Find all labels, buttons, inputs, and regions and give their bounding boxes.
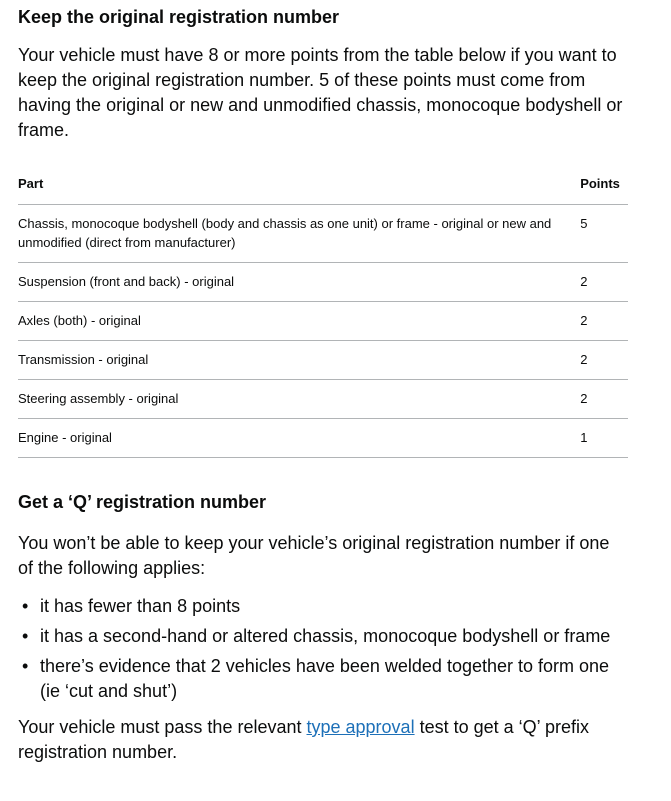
type-approval-text-before: Your vehicle must pass the relevant	[18, 717, 307, 737]
points-column-header: Points	[580, 169, 628, 205]
part-cell: Axles (both) - original	[18, 302, 580, 341]
part-cell: Transmission - original	[18, 341, 580, 380]
points-cell: 2	[580, 341, 628, 380]
list-item-text: there’s evidence that 2 vehicles have been welded together to form one (ie ‘cut and shut’)	[40, 656, 610, 701]
type-approval-link[interactable]: type approval	[306, 717, 415, 737]
part-cell: Chassis, monocoque bodyshell (body and chassis as one unit) or frame - original or new and unmodified (direct from manufacturer)	[18, 205, 580, 263]
type-approval-text-after: test to get a ‘Q’ prefix registration number.	[18, 717, 589, 762]
table-row	[18, 263, 628, 302]
points-cell: 1	[580, 419, 628, 458]
part-cell: Suspension (front and back) - original	[18, 263, 580, 302]
part-cell: Engine - original	[18, 419, 580, 458]
q-conditions-list	[18, 594, 628, 704]
table-row	[18, 302, 628, 341]
points-cell: 5	[580, 205, 628, 263]
keep-registration-intro: Your vehicle must have 8 or more points from the table below if you want to keep the original registration number. 5 of these points must come from having the original or new and unmodified chassis, monocoque bodyshell or frame.	[18, 45, 623, 140]
keep-registration-heading: Keep the original registration number	[18, 7, 340, 27]
table-row	[18, 419, 628, 458]
list-item	[18, 654, 628, 704]
list-item	[18, 624, 628, 649]
part-cell: Steering assembly - original	[18, 380, 580, 419]
points-cell: 2	[580, 263, 628, 302]
bullet-icon: •	[22, 596, 29, 616]
table-header-row	[18, 169, 628, 205]
bullet-icon: •	[22, 626, 29, 646]
list-item-text: it has a second-hand or altered chassis, monocoque bodyshell or frame	[40, 626, 611, 646]
list-item-text: it has fewer than 8 points	[40, 596, 241, 616]
table-row	[18, 341, 628, 380]
list-item	[18, 594, 628, 619]
points-table	[18, 169, 628, 458]
bullet-icon: •	[22, 656, 29, 676]
table-row	[18, 380, 628, 419]
type-approval-paragraph	[18, 715, 628, 765]
part-column-header: Part	[18, 169, 580, 205]
table-row	[18, 205, 628, 263]
points-cell: 2	[580, 380, 628, 419]
q-registration-intro: You won’t be able to keep your vehicle’s original registration number if one of the following applies:	[18, 533, 610, 578]
points-cell: 2	[580, 302, 628, 341]
q-registration-heading: Get a ‘Q’ registration number	[18, 492, 267, 512]
